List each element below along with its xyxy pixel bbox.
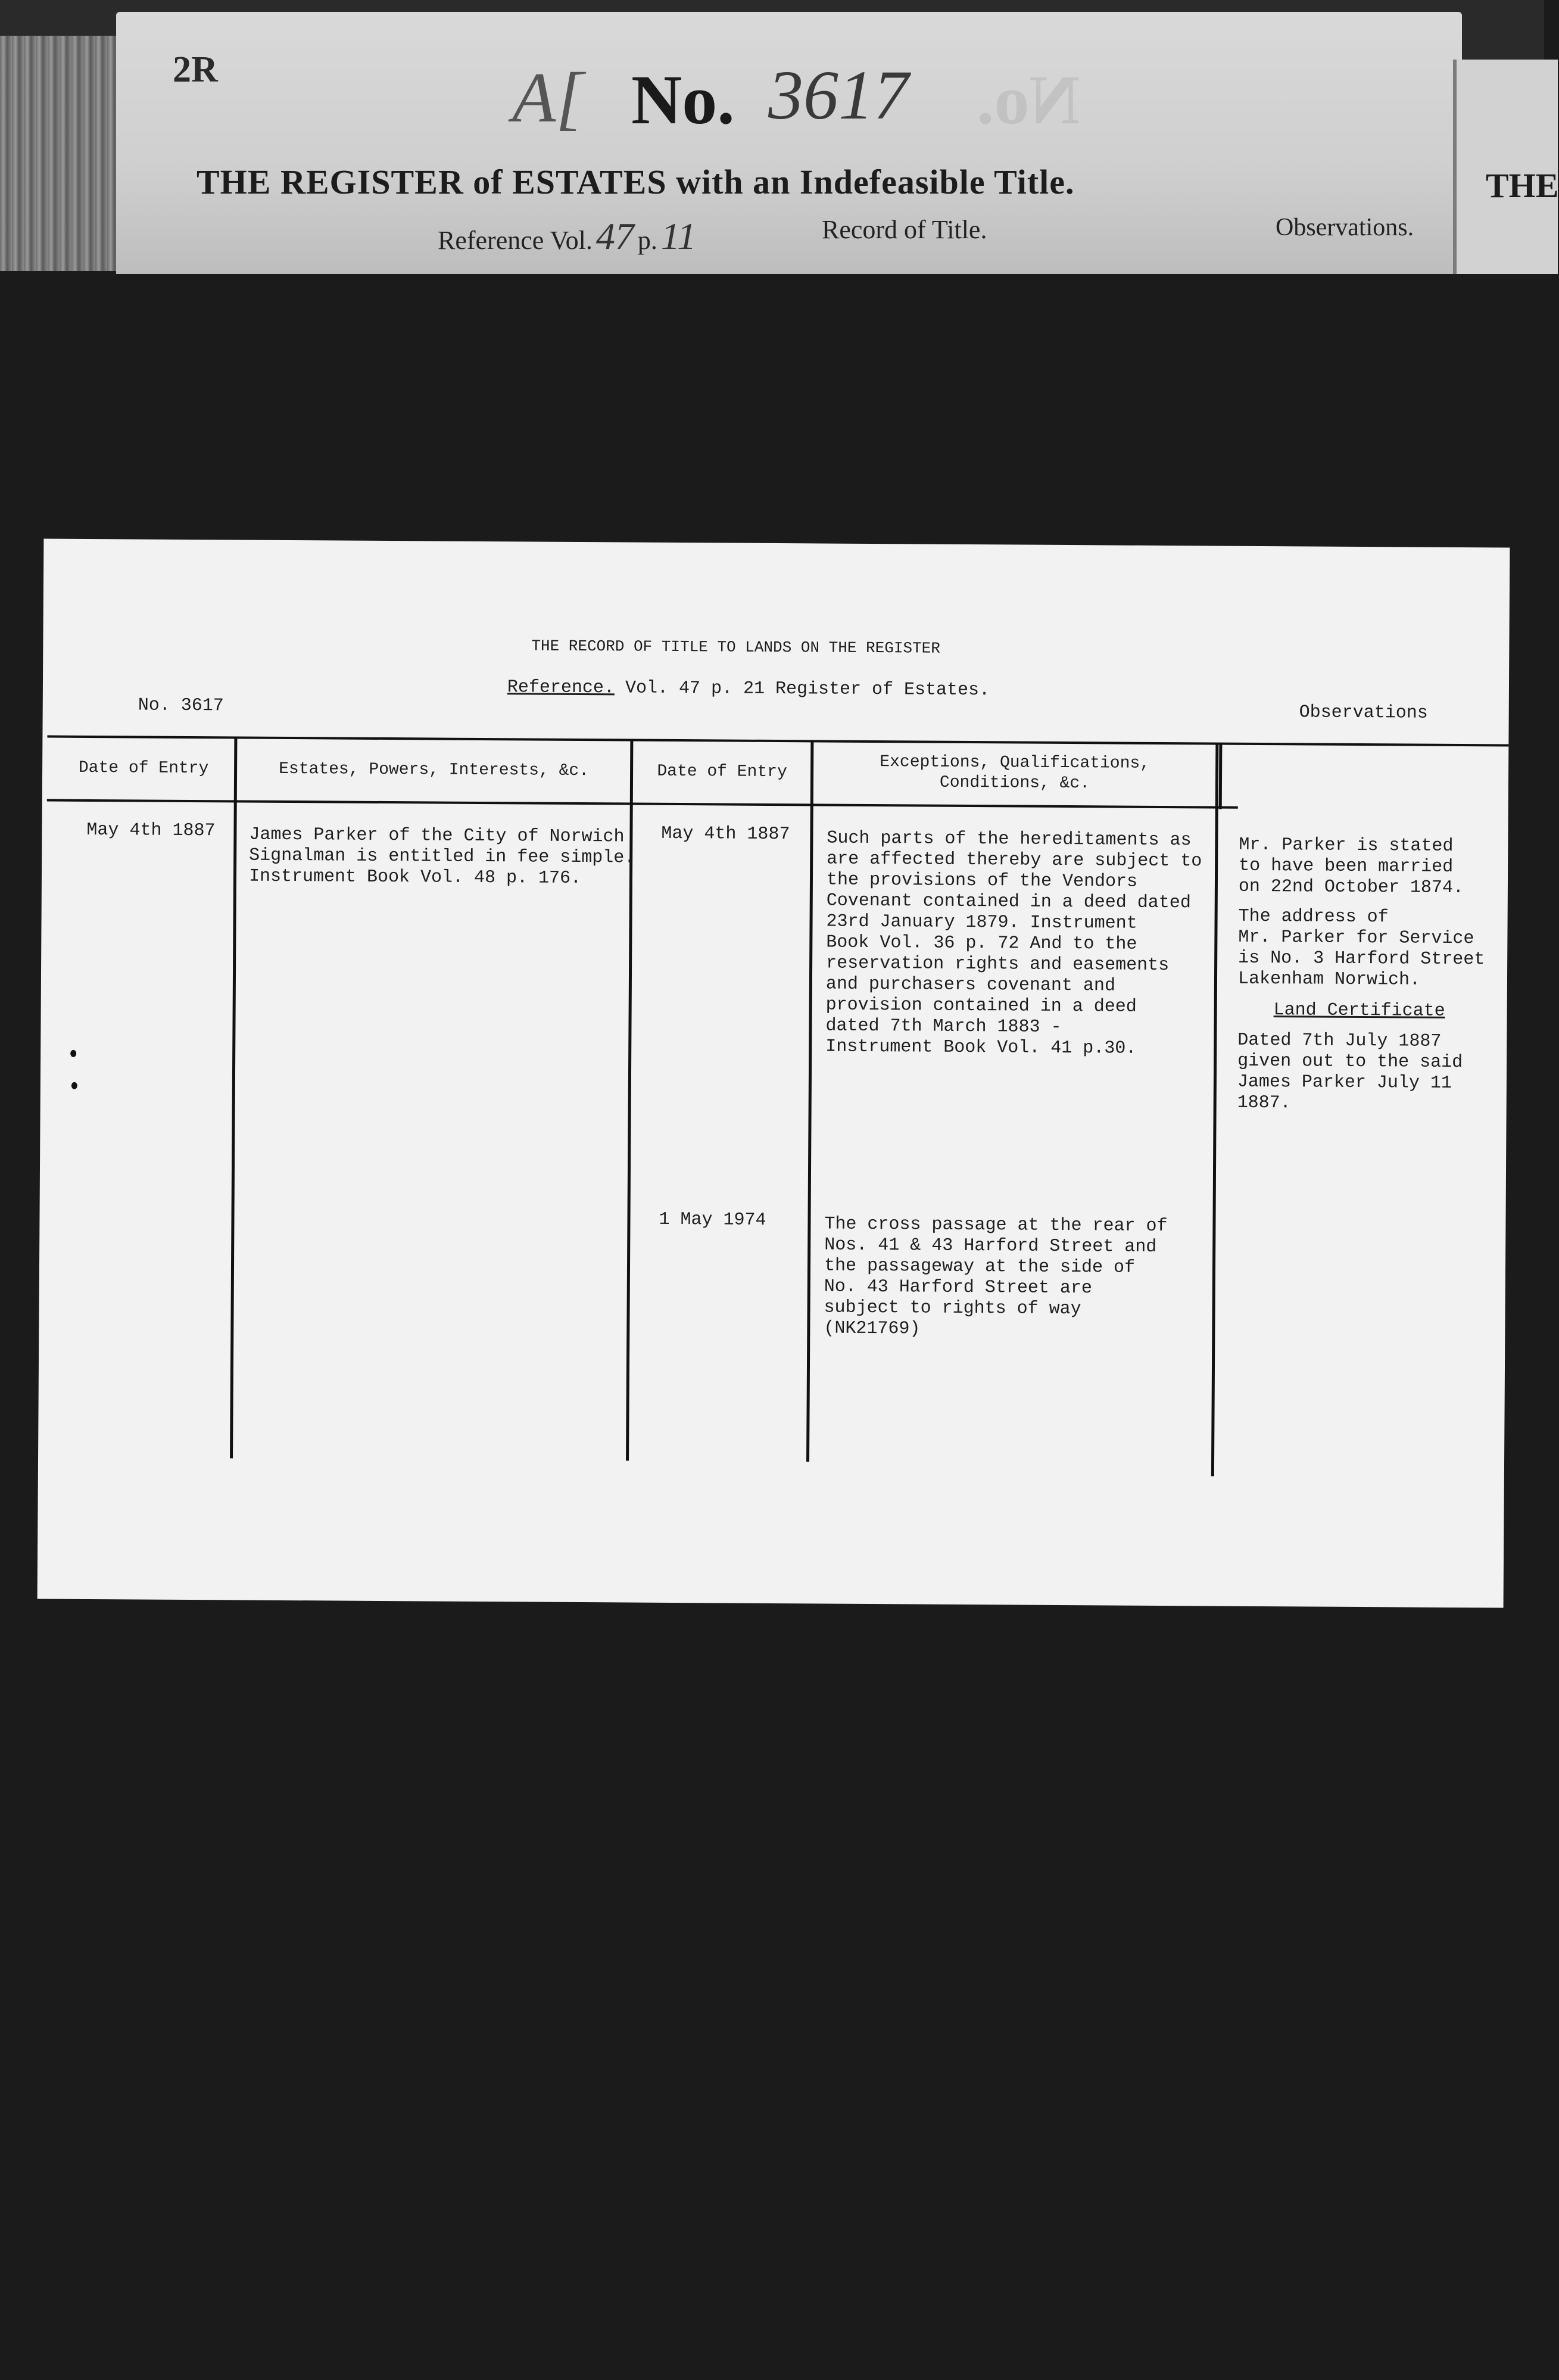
card-reference-text: Vol. 47 p. 21 Register of Estates. xyxy=(625,678,990,701)
right-page-title-fragment: THE xyxy=(1486,166,1559,205)
reference-page: 11 xyxy=(660,215,697,257)
bleed-through-text: No. xyxy=(977,61,1080,139)
number-label: No. xyxy=(631,61,735,139)
observation-note-1: Mr. Parker is stated to have been married on 22nd October 1874. xyxy=(1238,834,1464,899)
ink-speck xyxy=(71,1082,77,1089)
entry-1-estate: James Parker of the City of Norwich Signalman is entitled in fee simple. Instrument Book Vol. 48 p. 176. xyxy=(248,824,635,889)
reference-page-label: p. xyxy=(637,226,657,255)
entry-1-date: May 4th 1887 xyxy=(86,820,216,842)
number-value: 3617 xyxy=(768,56,909,134)
record-card xyxy=(38,538,1510,1608)
page-number: 2R xyxy=(173,49,218,90)
col-header-estates: Estates, Powers, Interests, &c. xyxy=(279,759,590,781)
ink-speck xyxy=(70,1050,76,1057)
land-certificate-heading: Land Certificate xyxy=(1273,1000,1445,1021)
handwritten-prefix: A[ xyxy=(512,58,584,137)
card-reference xyxy=(507,677,990,701)
reference-vol: 47 xyxy=(595,215,634,257)
land-certificate-text: Dated 7th July 1887 given out to the said James Parker July 11 1887. xyxy=(1237,1030,1463,1114)
column-divider-4b xyxy=(1219,744,1223,809)
card-title: THE RECORD OF TITLE TO LANDS ON THE REGISTER xyxy=(531,637,940,658)
observations-heading: Observations xyxy=(1299,702,1428,724)
column-divider-4 xyxy=(1211,744,1219,1476)
entry-1-exception-date: May 4th 1887 xyxy=(661,823,790,845)
col-header-date-1: Date of Entry xyxy=(78,758,209,778)
table-top-rule xyxy=(47,736,1508,747)
header-bottom-rule xyxy=(47,799,1238,809)
column-divider-3 xyxy=(806,741,813,1462)
entry-2-exception-date: 1 May 1974 xyxy=(659,1209,766,1231)
record-of-title: Record of Title. xyxy=(822,215,987,244)
book-binding xyxy=(0,36,119,271)
col-header-exceptions: Exceptions, Qualifications, Conditions, &c. xyxy=(880,753,1150,793)
reference-line xyxy=(438,214,700,258)
col-header-date-2: Date of Entry xyxy=(657,762,787,782)
card-reference-label: Reference. xyxy=(507,677,615,699)
register-title: THE REGISTER of ESTATES with an Indefeasible Title. xyxy=(197,163,1075,201)
entry-1-exception: Such parts of the hereditaments as are affected thereby are subject to the provisions of the Vendors Covenant contained in a deed dated 23rd January 1879. Instrument Book Vol. 36 p. 72 And to the reservation rights and easements and purchasers covenant and provision contained in a deed dated 7th March 1883 - Instrument Book Vol. 41 p.30. xyxy=(825,828,1202,1059)
observation-note-2: The address of Mr. Parker for Service is No. 3 Harford Street Lakenham Norwich. xyxy=(1237,906,1485,990)
entry-2-exception: The cross passage at the rear of Nos. 41 & 43 Harford Street and the passageway at the side of No. 43 Harford Street are subject to rights of way (NK21769) xyxy=(824,1214,1168,1339)
reference-label: Reference Vol. xyxy=(438,226,593,255)
register-page xyxy=(116,12,1462,274)
card-number: No. 3617 xyxy=(138,695,224,717)
register-book-strip xyxy=(0,0,1559,271)
observations-header: Observations. xyxy=(1276,214,1414,241)
column-divider-1 xyxy=(230,737,237,1458)
